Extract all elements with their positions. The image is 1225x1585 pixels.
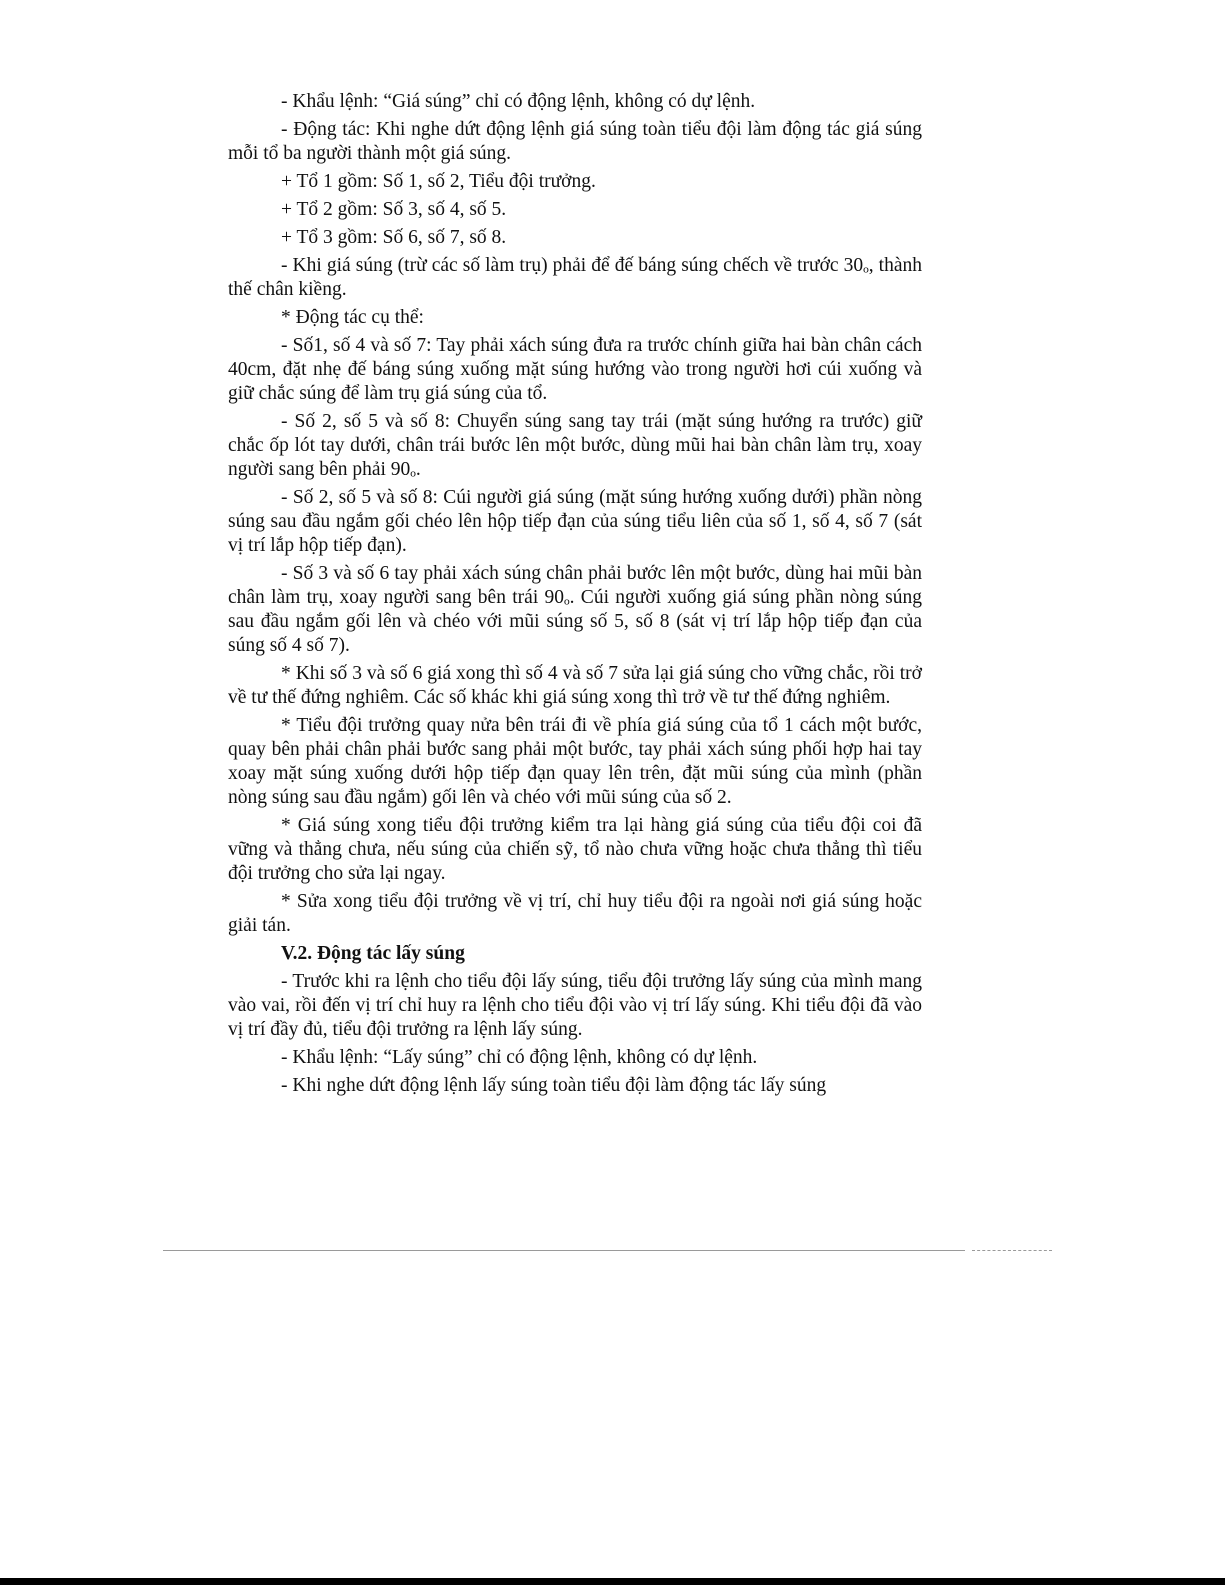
paragraph-numbers-2-5-8-b: - Số 2, số 5 và số 8: Cúi người giá súng (mặt súng hướng xuống dưới) phần nòng súng sau đầu ngắm gối chéo lên hộp tiếp đạn của súng tiểu liên của số 1, số 4, số 7 (sát vị trí lắp hộp tiếp đạn). — [228, 487, 922, 556]
paragraph-group-3: + Tổ 3 gồm: Số 6, số 7, số 8. — [281, 227, 507, 248]
paragraph-take-rifles-action: - Khi nghe dứt động lệnh lấy súng toàn tiểu đội làm động tác lấy súng — [281, 1075, 827, 1096]
section-heading: V.2. Động tác lấy súng — [281, 943, 465, 964]
paragraph-numbers-2-5-8-a: - Số 2, số 5 và số 8: Chuyển súng sang tay trái (mặt súng hướng ra trước) giữ chắc ốp lót tay dưới, chân trái bước lên một bước, dùng mũi hai bàn chân làm trụ, xoay người sang bên phải 90ₒ. — [228, 411, 922, 480]
paragraph-inspection: * Giá súng xong tiểu đội trưởng kiểm tra lại hàng giá súng của tiểu đội coi đã vững và thẳng chưa, nếu súng của chiến sỹ, tổ nào chưa vững hoặc chưa thẳng thì tiểu đội trưởng cho sửa lại ngay. — [228, 815, 922, 884]
bottom-edge-bar — [0, 1578, 1225, 1585]
paragraph-action: - Động tác: Khi nghe dứt động lệnh giá súng toàn tiểu đội làm động tác giá súng mỗi tổ ba người thành một giá súng. — [228, 119, 922, 164]
paragraph-command-gia-sung: - Khẩu lệnh: “Giá súng” chỉ có động lệnh, không có dự lệnh. — [281, 91, 756, 112]
document-body — [228, 90, 922, 1102]
paragraph-numbers-3-6: - Số 3 và số 6 tay phải xách súng chân phải bước lên một bước, dùng hai mũi bàn chân làm trụ, xoay người sang bên trái 90ₒ. Cúi người xuống giá súng phần nòng súng sau đầu ngắm gối lên và chéo với mũi súng số 5, số 8 (sát vị trí lắp hộp tiếp đạn của súng số 4 số 7). — [228, 563, 922, 656]
paragraph-dismiss: * Sửa xong tiểu đội trưởng về vị trí, chỉ huy tiểu đội ra ngoài nơi giá súng hoặc giải tán. — [228, 891, 922, 936]
paragraph-command-lay-sung: - Khẩu lệnh: “Lấy súng” chỉ có động lệnh, không có dự lệnh. — [281, 1047, 758, 1068]
footer-divider — [163, 1250, 965, 1251]
paragraph-stock-angle: - Khi giá súng (trừ các số làm trụ) phải để đế báng súng chếch về trước 30ₒ, thành thế chân kiềng. — [228, 255, 922, 300]
footer-divider-dashed — [972, 1250, 1052, 1251]
paragraph-numbers-1-4-7: - Số1, số 4 và số 7: Tay phải xách súng đưa ra trước chính giữa hai bàn chân cách 40cm, đặt nhẹ đế báng súng xuống mặt súng hướng vào trong người hơi cúi xuống và giữ chắc súng để làm trụ giá súng của tổ. — [228, 335, 922, 404]
paragraph-group-2: + Tổ 2 gồm: Số 3, số 4, số 5. — [281, 199, 507, 220]
paragraph-specific-actions: * Động tác cụ thể: — [281, 307, 424, 328]
paragraph-squad-leader: * Tiểu đội trưởng quay nửa bên trái đi về phía giá súng của tổ 1 cách một bước, quay bên phải chân phải bước sang phải một bước, tay phải xách súng phối hợp hai tay xoay mặt súng xuống dưới hộp tiếp đạn quay lên trên, đặt mũi súng của mình (phần nòng súng sau đầu ngắm) gối lên và chéo với mũi súng của số 2. — [228, 715, 922, 808]
paragraph-group-1: + Tổ 1 gồm: Số 1, số 2, Tiểu đội trưởng. — [281, 171, 596, 192]
paragraph-take-rifles-intro: - Trước khi ra lệnh cho tiểu đội lấy súng, tiểu đội trưởng lấy súng của mình mang vào vai, rồi đến vị trí chỉ huy ra lệnh cho tiểu đội vào vị trí lấy súng. Khi tiểu đội đã vào vị trí đầy đủ, tiểu đội trưởng ra lệnh lấy súng. — [228, 971, 922, 1040]
paragraph-fix-stack: * Khi số 3 và số 6 giá xong thì số 4 và số 7 sửa lại giá súng cho vững chắc, rồi trở về tư thế đứng nghiêm. Các số khác khi giá súng xong thì trở về tư thế đứng nghiêm. — [228, 663, 922, 708]
